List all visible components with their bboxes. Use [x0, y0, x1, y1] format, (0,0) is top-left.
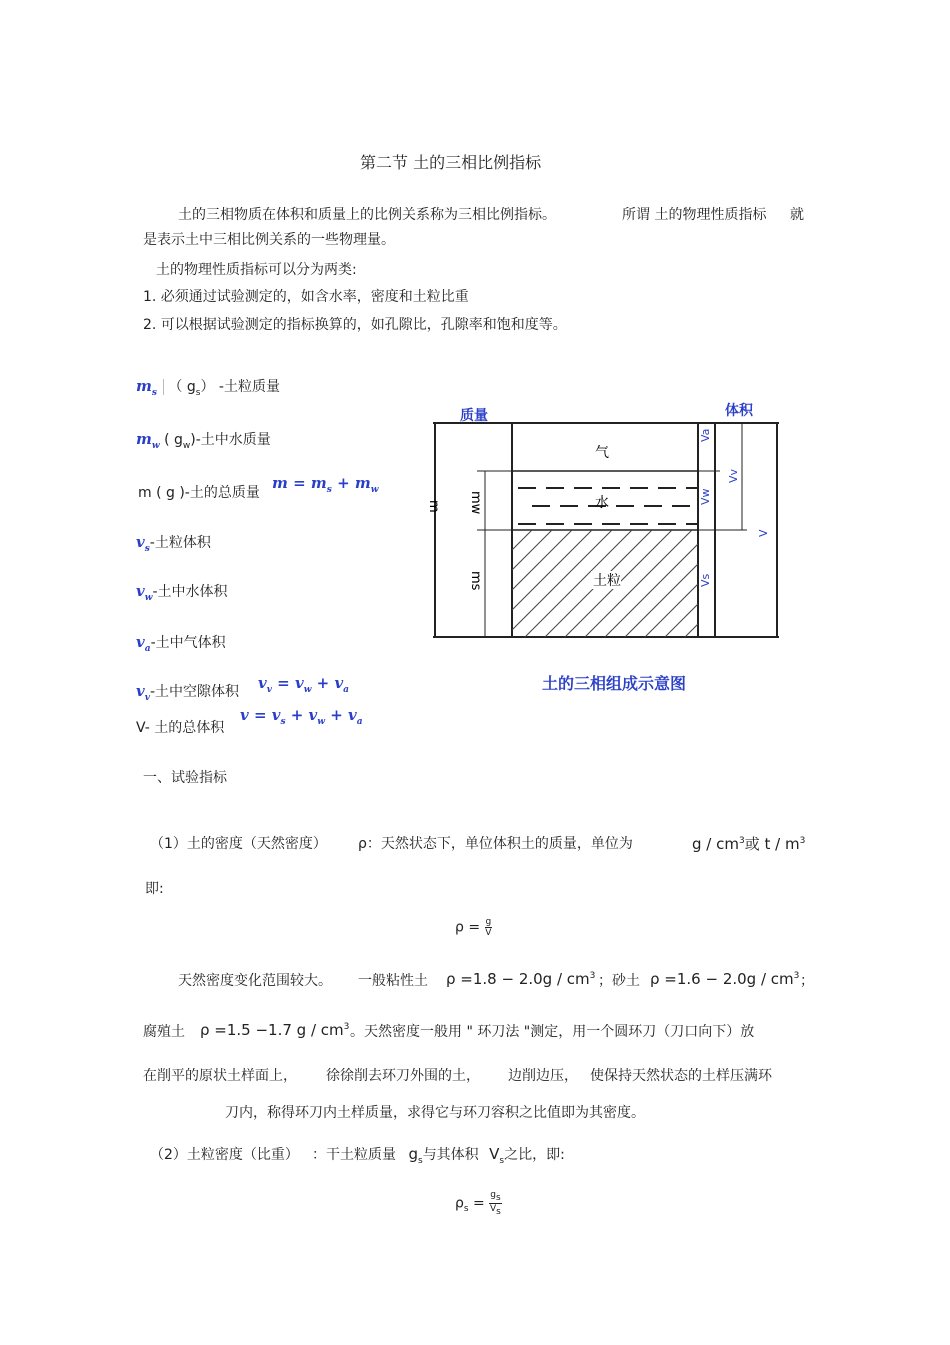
vw-symbol: $v_w$ — [136, 582, 153, 603]
three-phase-diagram — [415, 395, 795, 705]
vv-symbol: $v_v$ — [136, 682, 150, 703]
particle-text: ：干土粒质量 $g_s$与其体积 $V_s$之比，即: — [312, 1145, 565, 1166]
ms-label: ms — [468, 571, 483, 591]
intro-item1: 1. 必须通过试验测定的，如含水率，密度和土粒比重 — [143, 289, 469, 305]
air-label: 气 — [595, 445, 609, 461]
intro-line1b: 所谓 土的物理性质指标 — [622, 207, 767, 223]
ms-text: ） -土粒质量 — [200, 379, 280, 395]
va-text: -土中气体积 — [150, 635, 226, 651]
vw-text: -土中水体积 — [152, 584, 228, 600]
section-heading: 一、试验指标 — [143, 770, 227, 786]
m-formula: $m = m_s + m_w$ — [272, 474, 379, 495]
vw-label: Vw — [699, 488, 712, 505]
intro-item2: 2. 可以根据试验测定的指标换算的，如孔隙比，孔隙率和饱和度等。 — [143, 317, 567, 333]
ring-line3: 刀内，称得环刀内土样质量，求得它与环刀容积之比值即为其密度。 — [225, 1105, 645, 1121]
va-label: Va — [699, 428, 712, 442]
def-vv — [136, 681, 239, 703]
humus-range: ρ =1.5 −1.7 g / $cm^3$ — [200, 1021, 350, 1039]
density-range-a: 天然密度变化范围较大。 — [178, 973, 332, 989]
vv-formula: $v_v = v_w + v_a$ — [258, 674, 350, 695]
intro-line1a: 土的三相物质在体积和质量上的比例关系称为三相比例指标。 — [178, 207, 556, 223]
v-formula: $v = v_s + v_w + v_a$ — [240, 706, 363, 727]
vs-text: -土粒体积 — [149, 535, 211, 551]
density-range-f: ； — [800, 973, 814, 989]
ring-line2c: 边削边压， — [508, 1068, 578, 1084]
intro-line1c: 就 — [790, 207, 804, 223]
mass-header: 质量 — [460, 408, 488, 424]
humus-c: 。天然密度一般用 " 环刀法 "测定，用一个圆环刀（刀口向下）放 — [350, 1024, 755, 1040]
def-va — [136, 632, 226, 654]
page-title: 第二节 土的三相比例指标 — [360, 153, 542, 172]
vs-symbol: $v_s$ — [136, 533, 150, 554]
mw-text: )-土中水质量 — [190, 432, 271, 448]
diagram-caption: 土的三相组成示意图 — [542, 674, 687, 693]
density-fraction: $\frac{g}{V}$ — [485, 917, 492, 938]
vv-text: -土中空隙体积 — [149, 684, 240, 700]
def-mw — [136, 429, 271, 451]
density-formula: ρ = $\frac{g}{V}$ — [455, 917, 492, 938]
ms-symbol: $m_s$ — [136, 377, 157, 398]
density-clay: $\rho =1.8 - 2.0g / cm^3$ — [446, 970, 596, 988]
mw-paren: ( $g_w$ — [164, 432, 191, 451]
density-sand: $\rho =1.6 - 2.0g / cm^3$ — [650, 970, 800, 988]
density-range-b: 一般粘性土 — [358, 973, 428, 989]
intro-line2: 是表示土中三相比例关系的一些物理量。 — [143, 232, 395, 248]
m-label: m — [426, 500, 441, 513]
def-vw — [136, 581, 228, 603]
density-range-d: ；砂土 — [598, 973, 640, 989]
solid-label: 土粒 — [593, 573, 621, 589]
vs-label: Vs — [699, 573, 712, 587]
density-def: ρ：天然状态下，单位体积土的质量，单位为 — [358, 836, 633, 852]
v-label: V — [757, 529, 770, 537]
ring-line2d: 使保持天然状态的土样压满环 — [590, 1068, 772, 1084]
va-symbol: $v_a$ — [136, 633, 151, 654]
ms-paren: （ $g_s$ — [163, 379, 200, 395]
particle-formula: $\rho_s$ = $\frac{g_s}{V_s}$ — [455, 1190, 501, 1217]
ring-line2b: 徐徐削去环刀外围的土， — [326, 1068, 480, 1084]
mw-label: mw — [468, 491, 483, 515]
vv-label: Vv — [727, 468, 740, 483]
density-label: （1）土的密度（天然密度） — [150, 836, 327, 852]
ring-line2a: 在削平的原状土样面上， — [143, 1068, 297, 1084]
def-v: V- 土的总体积 — [136, 720, 225, 736]
volume-header: 体积 — [725, 403, 753, 419]
def-m: m ( g )-土的总质量 — [138, 485, 260, 501]
density-ji: 即: — [145, 881, 164, 897]
def-vs — [136, 532, 211, 554]
water-label: 水 — [595, 495, 609, 511]
mw-symbol: $m_w$ — [136, 430, 160, 451]
intro-line3: 土的物理性质指标可以分为两类: — [156, 262, 357, 278]
particle-fraction: $\frac{g_s}{V_s}$ — [490, 1190, 501, 1217]
density-unit: g / $cm^3$或 t / $m^3$ — [692, 835, 806, 853]
def-ms — [136, 376, 280, 398]
particle-label: （2）土粒密度（比重） — [150, 1147, 299, 1163]
humus-a: 腐殖土 — [143, 1024, 185, 1040]
